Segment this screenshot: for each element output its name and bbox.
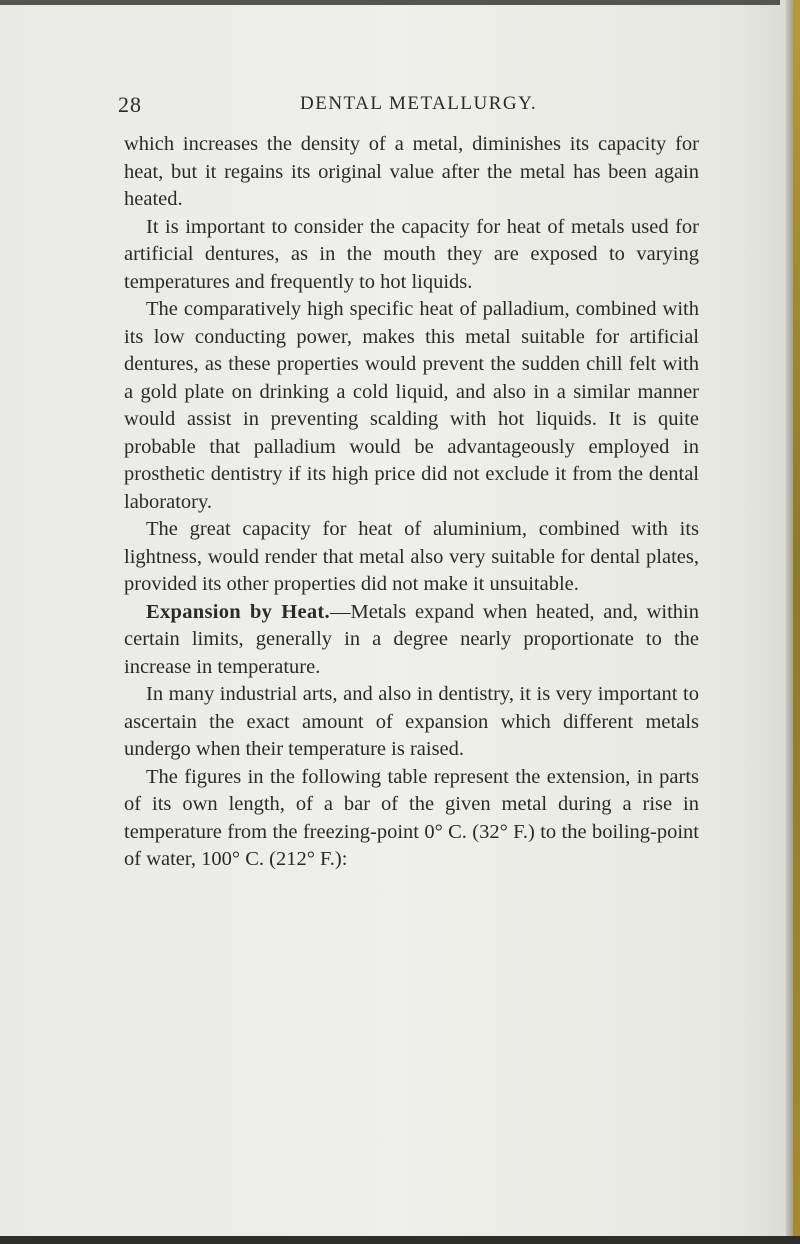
paragraph-industrial-arts: In many industrial arts, and also in dentistry, it is very important to ascertain the exact amount of expansion which different metals undergo when their temperature is raised. [124,683,699,760]
section-heading-expansion: Expansion by Heat. [146,600,330,623]
paragraph-expansion-text: —Metals expand when heated, and, within certain limits, generally in a degree nearly proportionate to the increase in temperature. [124,600,699,678]
bottom-edge-rule [0,1236,800,1244]
top-edge-rule [0,0,780,5]
page-number: 28 [118,92,142,117]
paragraph-palladium: The comparatively high specific heat of palladium, combined with its low conducting power, makes this metal suitable for artificial dentures, as these properties would prevent the sudden chill felt with a gold plate on drinking a cold liquid, and also in a similar manner would assist in preventing scalding with hot liquids. It is quite probable that palladium would be advantageously employed in prosthetic dentistry if its high price did not exclude it from the dental laboratory. [124,298,699,513]
running-head: DENTAL METALLURGY. [300,93,538,114]
paragraph-aluminium: The great capacity for heat of aluminium, combined with its lightness, would render that metal also very suitable for dental plates, provided its other properties did not make it unsuitable. [124,518,699,595]
paragraph-expansion-by-heat [124,599,699,682]
paragraph-capacity-for-heat: It is important to consider the capacity for heat of metals used for artificial dentures, as in the mouth they are exposed to varying temperatures and frequently to hot liquids. [124,215,699,293]
gilt-edge [793,0,800,1244]
book-spine-edge [786,0,800,1244]
body-text [124,131,699,874]
paragraph-table-intro: The figures in the following table represent the extension, in parts of its own length, of a bar of the given metal during a rise in temperature from the freezing-point 0° C. (32° F.) to the boiling-point of water, 100° C. (212° F.): [124,765,699,870]
paragraph-continuation: which increases the density of a metal, diminishes its capacity for heat, but it regains its original value after the metal has been again heated. [124,133,699,210]
page-header [0,92,800,118]
